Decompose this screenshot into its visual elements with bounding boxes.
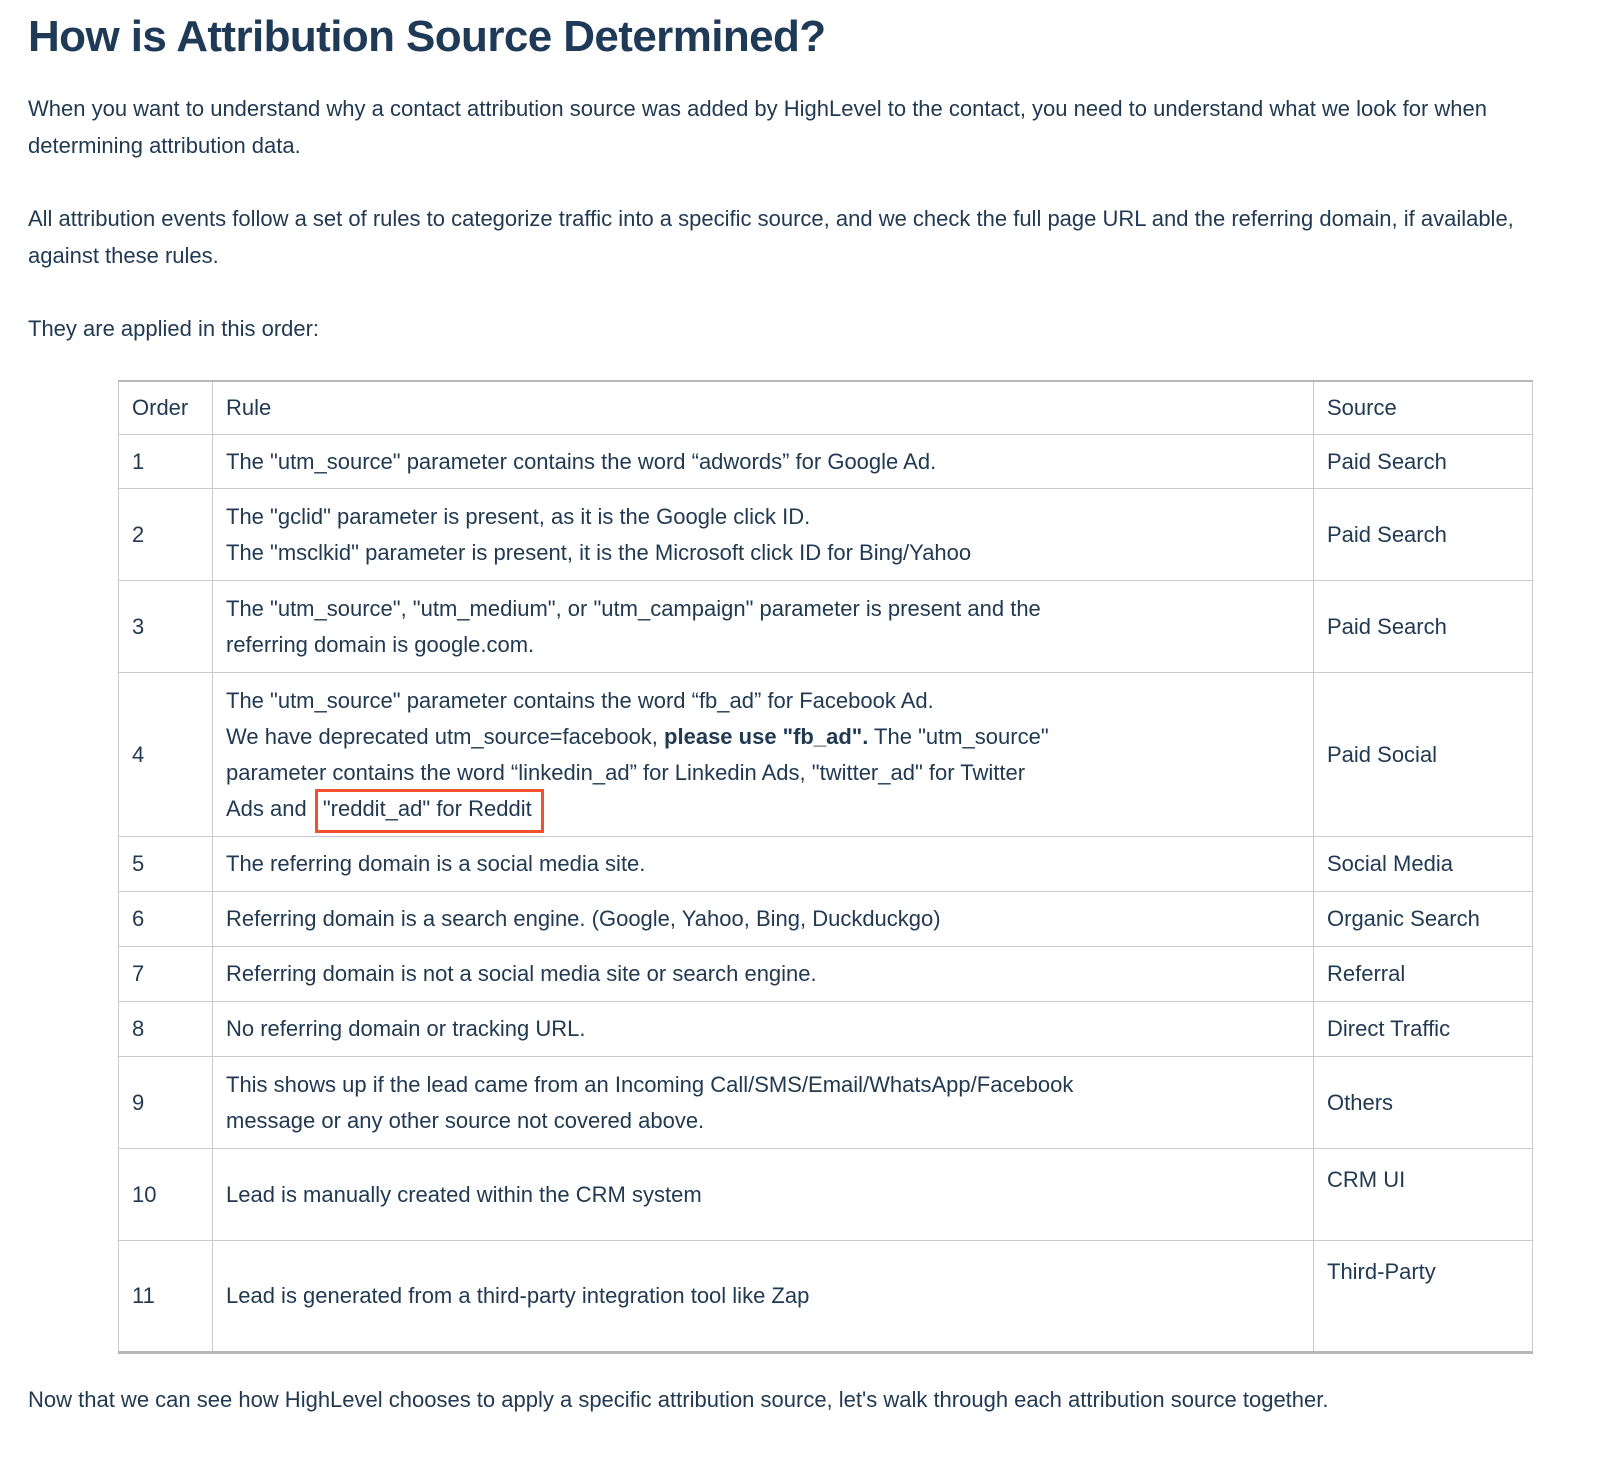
rules-overview-paragraph: All attribution events follow a set of rules to categorize traffic into a specific source, and we check the full page URL and the referring domain, if available, against these rules. bbox=[28, 205, 1514, 268]
source-cell: Paid Social bbox=[1314, 673, 1533, 837]
rule-cell bbox=[213, 892, 1314, 947]
table-row bbox=[119, 947, 1533, 1002]
annotation-highlight-box: "reddit_ad" for Reddit bbox=[315, 789, 544, 833]
order-lead-in: They are applied in this order: bbox=[28, 315, 320, 341]
rule-cell bbox=[213, 435, 1314, 489]
rule-cell bbox=[213, 673, 1314, 837]
rule-text: No referring domain or tracking URL. bbox=[226, 1016, 586, 1042]
source-cell: Others bbox=[1314, 1057, 1533, 1149]
source-cell: Social Media bbox=[1314, 837, 1533, 892]
rules-table-body bbox=[119, 435, 1533, 1353]
rule-cell bbox=[213, 581, 1314, 673]
closing-paragraph: Now that we can see how HighLevel chooses to apply a specific attribution source, let's walk through each attribution source together. bbox=[28, 1387, 1329, 1413]
rule-cell bbox=[213, 837, 1314, 892]
source-cell: CRM UI bbox=[1314, 1149, 1533, 1241]
rule-text: Referring domain is a search engine. (Google, Yahoo, Bing, Duckduckgo) bbox=[226, 906, 941, 932]
source-cell: Direct Traffic bbox=[1314, 1002, 1533, 1057]
order-cell: 8 bbox=[119, 1002, 213, 1057]
source-cell: Organic Search bbox=[1314, 892, 1533, 947]
rule-cell bbox=[213, 1241, 1314, 1353]
table-row bbox=[119, 1149, 1533, 1241]
rule-text-bold: please use "fb_ad". bbox=[664, 723, 869, 749]
table-row bbox=[119, 892, 1533, 947]
rule-cell bbox=[213, 1002, 1314, 1057]
table-row bbox=[119, 1002, 1533, 1057]
rule-text: The "utm_source", "utm_medium", or "utm_campaign" parameter is present and the bbox=[226, 595, 1041, 621]
rule-text: The "utm_source" bbox=[868, 723, 1049, 749]
order-cell: 4 bbox=[119, 673, 213, 837]
rule-text: message or any other source not covered above. bbox=[226, 1107, 705, 1133]
rule-text: Ads and bbox=[226, 795, 313, 821]
rule-text: The "utm_source" parameter contains the word “adwords” for Google Ad. bbox=[226, 448, 937, 474]
table-row bbox=[119, 837, 1533, 892]
table-row bbox=[119, 489, 1533, 581]
header-order: Order bbox=[119, 381, 213, 435]
rule-cell bbox=[213, 947, 1314, 1002]
header-source: Source bbox=[1314, 381, 1533, 435]
rule-text: Lead is manually created within the CRM system bbox=[226, 1181, 702, 1207]
page-title: How is Attribution Source Determined? bbox=[28, 12, 826, 61]
rule-cell bbox=[213, 489, 1314, 581]
order-cell: 6 bbox=[119, 892, 213, 947]
source-cell: Paid Search bbox=[1314, 581, 1533, 673]
order-cell: 10 bbox=[119, 1149, 213, 1241]
order-cell: 2 bbox=[119, 489, 213, 581]
rule-text: We have deprecated utm_source=facebook, bbox=[226, 723, 665, 749]
order-cell: 5 bbox=[119, 837, 213, 892]
rule-text: Referring domain is not a social media site or search engine. bbox=[226, 961, 817, 987]
order-cell: 7 bbox=[119, 947, 213, 1002]
table-row bbox=[119, 1241, 1533, 1353]
rule-text: The referring domain is a social media site. bbox=[226, 851, 646, 877]
rule-text: The "gclid" parameter is present, as it is the Google click ID. bbox=[226, 503, 811, 529]
intro-paragraph: When you want to understand why a contact attribution source was added by HighLevel to the contact, you need to understand what we look for when determining attribution data. bbox=[28, 95, 1488, 158]
rule-text: The "utm_source" parameter contains the word “fb_ad” for Facebook Ad. bbox=[226, 687, 934, 713]
rule-text: parameter contains the word “linkedin_ad” for Linkedin Ads, "twitter_ad" for Twitter bbox=[226, 759, 1026, 785]
rule-text: referring domain is google.com. bbox=[226, 631, 535, 657]
rule-text: This shows up if the lead came from an Incoming Call/SMS/Email/WhatsApp/Facebook bbox=[226, 1071, 1074, 1097]
table-row bbox=[119, 435, 1533, 489]
order-cell: 11 bbox=[119, 1241, 213, 1353]
header-rule: Rule bbox=[213, 381, 1314, 435]
source-cell: Referral bbox=[1314, 947, 1533, 1002]
source-cell: Paid Search bbox=[1314, 435, 1533, 489]
attribution-rules-table bbox=[118, 380, 1533, 1355]
rule-text: Lead is generated from a third-party integration tool like Zap bbox=[226, 1283, 810, 1309]
table-row bbox=[119, 581, 1533, 673]
rule-cell bbox=[213, 1057, 1314, 1149]
order-cell: 3 bbox=[119, 581, 213, 673]
rule-text: The "msclkid" parameter is present, it is the Microsoft click ID for Bing/Yahoo bbox=[226, 539, 972, 565]
table-row bbox=[119, 1057, 1533, 1149]
order-cell: 1 bbox=[119, 435, 213, 489]
table-header-row bbox=[119, 381, 1533, 435]
source-cell: Paid Search bbox=[1314, 489, 1533, 581]
order-cell: 9 bbox=[119, 1057, 213, 1149]
source-cell: Third-Party bbox=[1314, 1241, 1533, 1353]
table-row bbox=[119, 673, 1533, 837]
rule-cell bbox=[213, 1149, 1314, 1241]
